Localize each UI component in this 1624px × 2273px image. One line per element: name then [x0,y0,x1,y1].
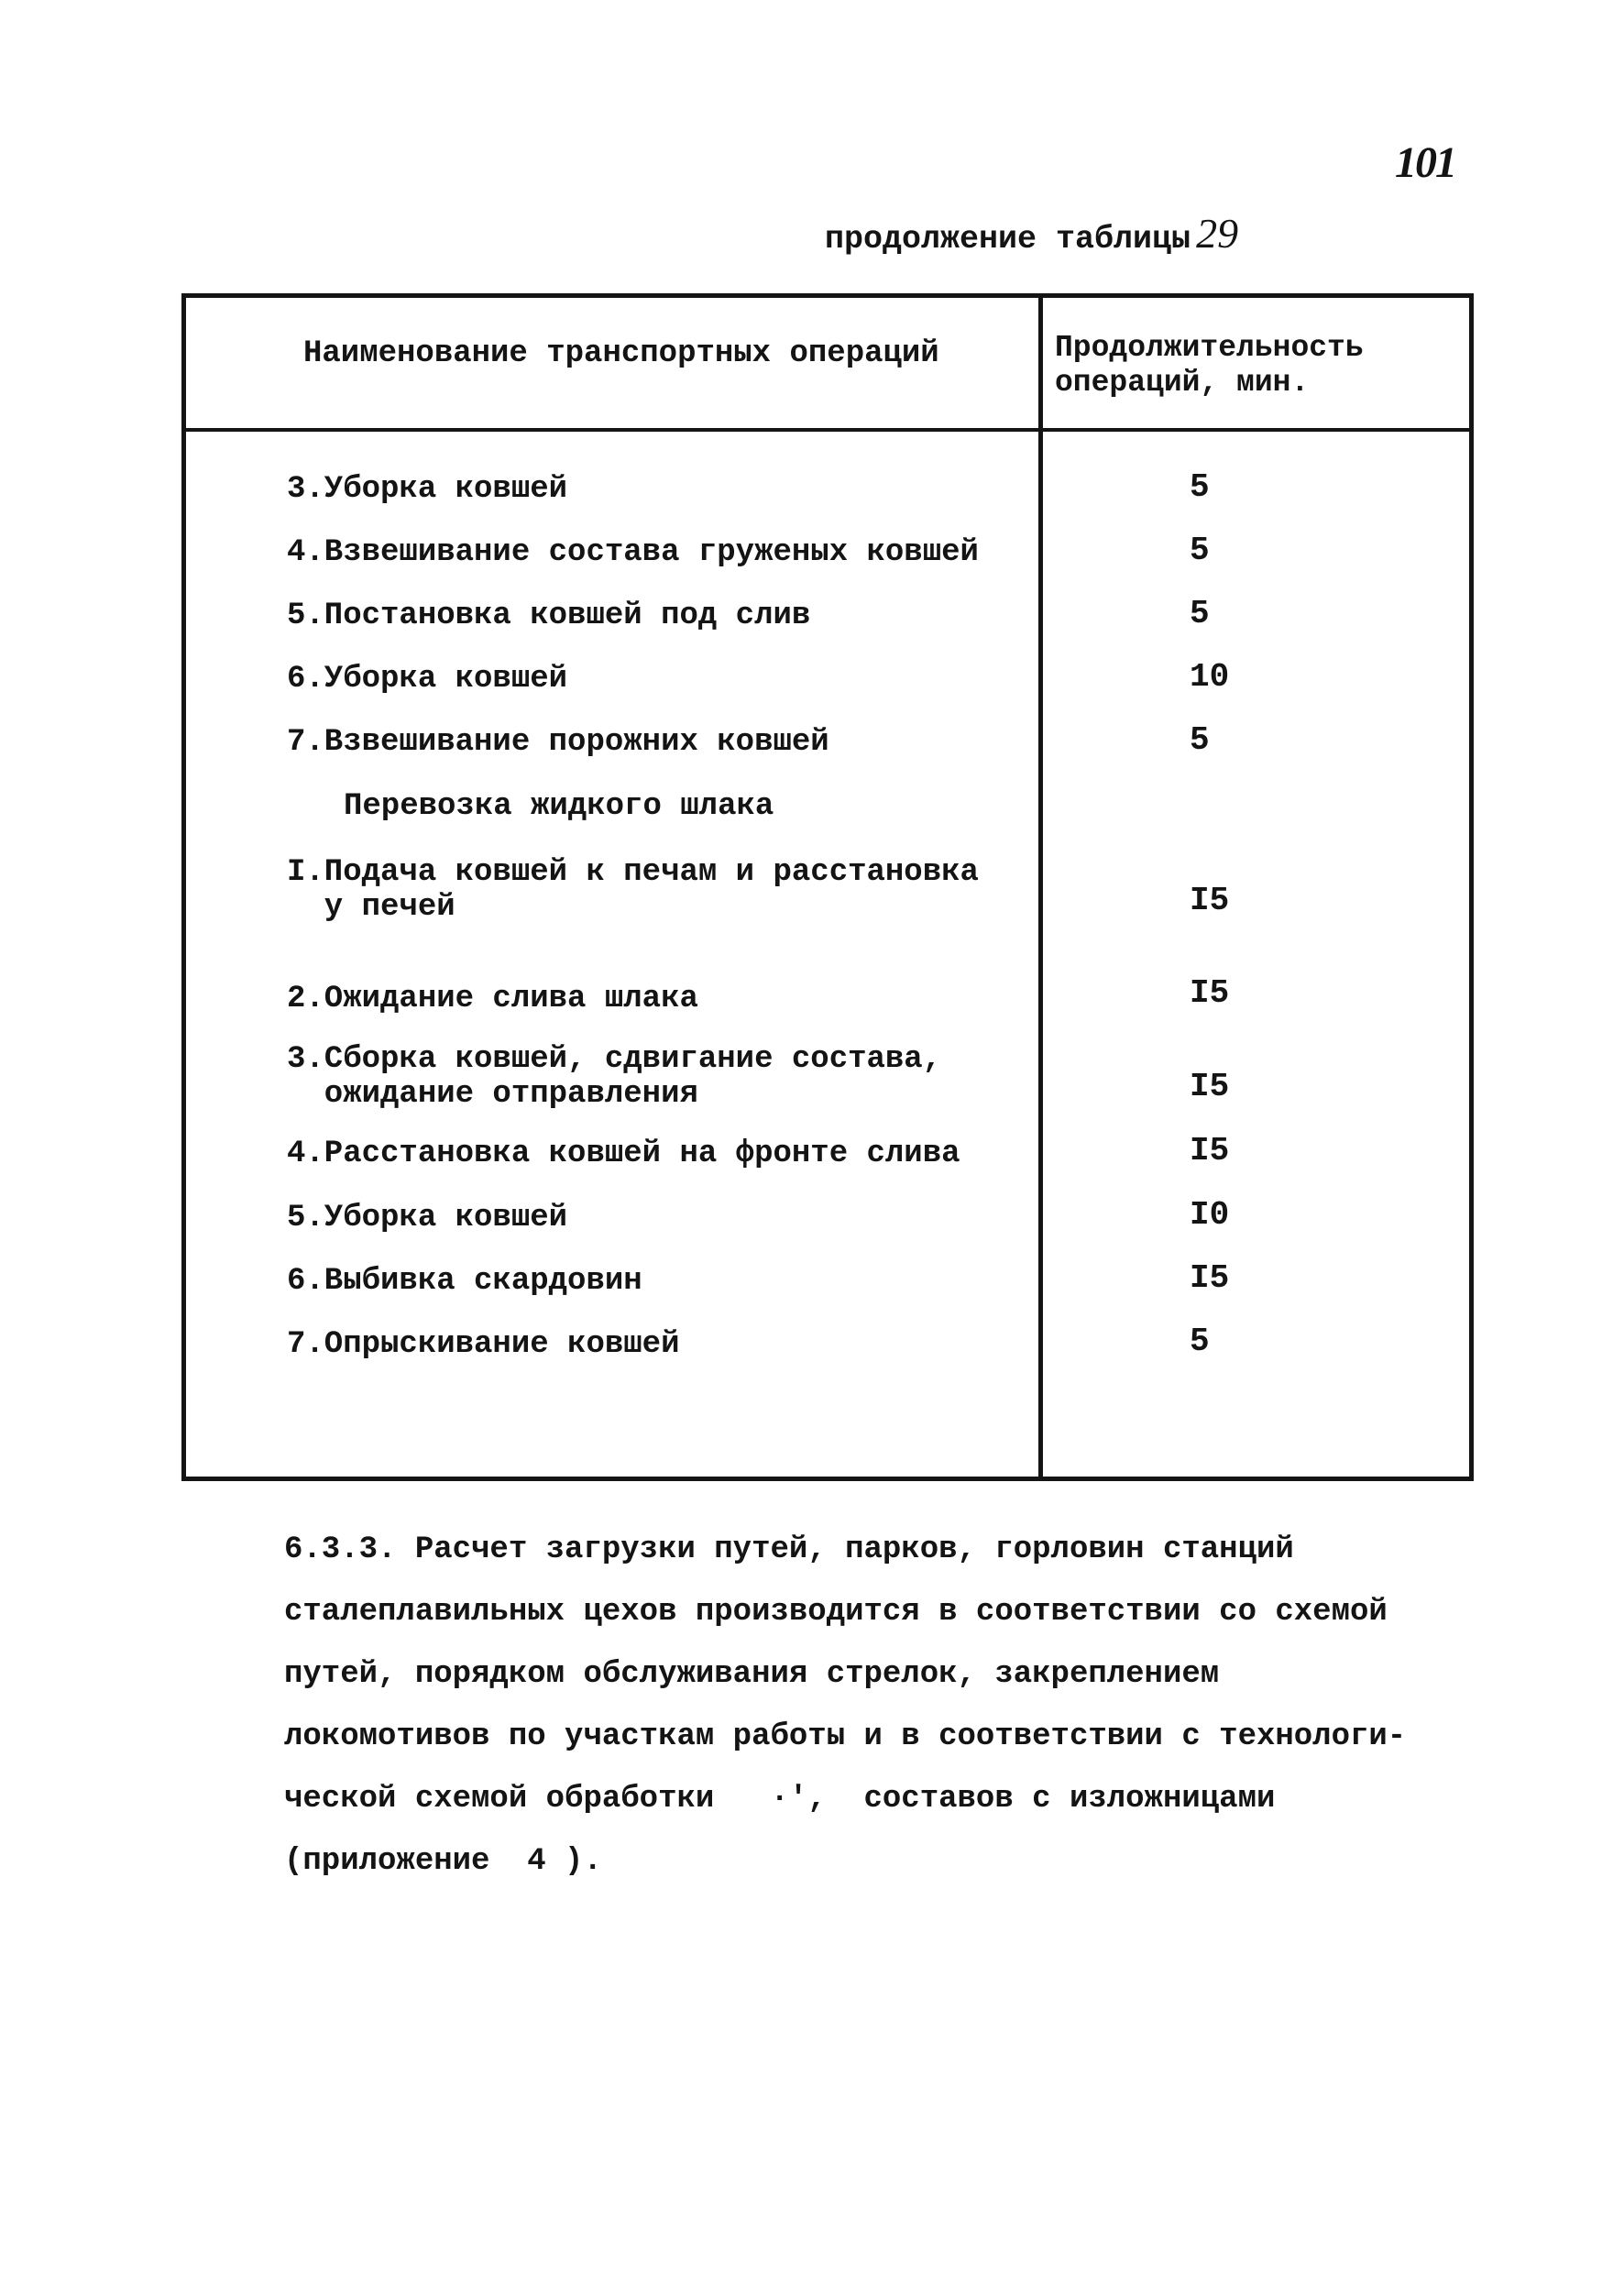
table-row-value: I5 [1190,1068,1230,1105]
table-row-value: 5 [1190,721,1210,759]
paragraph-line: (приложение 4 ). [284,1844,602,1879]
table-row-value: I5 [1190,974,1230,1012]
table-row-name: 7.Взвешивание порожних ковшей [287,725,829,760]
header-operation-duration: Продолжительность операций, мин. [1055,331,1364,400]
table-row-value: 5 [1190,532,1210,569]
paragraph-line: сталеплавильных цехов производится в соответствии со схемой [284,1595,1388,1630]
table-row-name: 2.Ожидание слива шлака [287,982,698,1016]
header-operation-name: Наименование транспортных операций [303,336,939,371]
header-divider [186,428,1469,432]
paragraph-line: 6.3.3. Расчет загрузки путей, парков, горловин станций [284,1532,1294,1567]
operations-table [181,293,1474,1481]
paragraph-line: путей, порядком обслуживания стрелок, закреплением [284,1657,1220,1692]
page-number: 101 [1395,138,1455,187]
table-caption-text: продолжение таблицы [825,221,1191,258]
table-row-value: I5 [1190,882,1230,919]
table-number: 29 [1196,210,1239,257]
paragraph-line: ческой схемой обработки ·', составов с изложницами [284,1782,1276,1817]
table-row-name: 4.Расстановка ковшей на фронте слива [287,1136,960,1171]
table-section-heading: Перевозка жидкого шлака [344,789,774,824]
table-row-name: 7.Опрыскивание ковшей [287,1327,680,1362]
paragraph-line: локомотивов по участкам работы и в соответствии с технологи- [284,1719,1407,1754]
table-row-value: 5 [1190,468,1210,506]
table-row-name: 3.Сборка ковшей, сдвигание состава, ожидание отправления [287,1042,942,1112]
table-caption [825,209,1238,258]
table-row-value: 5 [1190,1323,1210,1360]
table-row-name: 6.Выбивка скардовин [287,1264,642,1299]
table-row-name: 4.Взвешивание состава груженых ковшей [287,535,979,570]
table-row-name: 5.Уборка ковшей [287,1201,568,1235]
table-row-value: I5 [1190,1259,1230,1297]
body-paragraph [284,1532,1457,1906]
table-row-name: 6.Уборка ковшей [287,662,568,697]
table-row-name: 3.Уборка ковшей [287,472,568,507]
column-divider [1038,298,1043,1477]
table-row-value: 10 [1190,658,1230,696]
table-row-name: I.Подача ковшей к печам и расстановка у печей [287,855,979,925]
table-row-name: 5.Постановка ковшей под слив [287,598,811,633]
table-row-value: I5 [1190,1132,1230,1169]
table-row-value: 5 [1190,595,1210,632]
table-row-value: I0 [1190,1196,1230,1234]
